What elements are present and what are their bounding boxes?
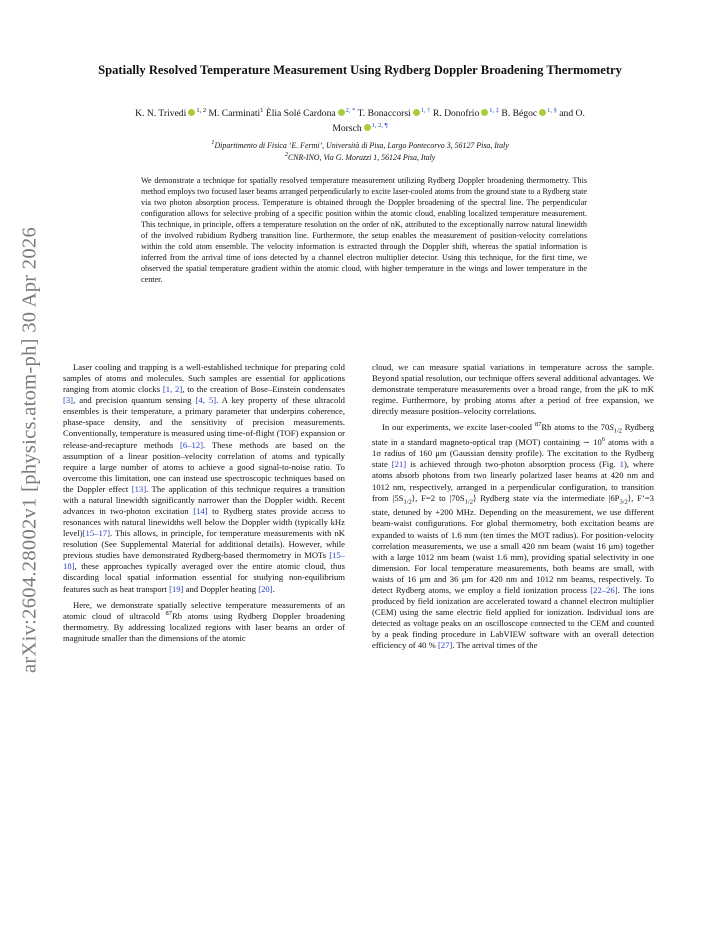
orcid-icon[interactable] bbox=[413, 109, 420, 116]
citation-link[interactable]: [22–26] bbox=[590, 584, 618, 595]
citation-link[interactable]: [13] bbox=[131, 483, 147, 494]
orcid-icon[interactable] bbox=[338, 109, 345, 116]
author-name[interactable]: T. Bonaccorsi bbox=[357, 108, 411, 119]
orcid-icon[interactable] bbox=[539, 109, 546, 116]
citation-link[interactable]: [21] bbox=[391, 459, 407, 470]
author-affil-mark: 1, 2 bbox=[196, 107, 207, 114]
paragraph-continued: cloud, we can measure spatial variations in temperature across the sample. Beyond spatial resolution, our technique offers several additional advantages. We demonstrate temperature measurements over a broad range, from the μK to mK regime. Furthermore, by probing atoms after a period of free expansion, we directly measure position–velocity correlations. bbox=[372, 362, 654, 417]
author-affil-mark[interactable]: 1, † bbox=[420, 107, 431, 114]
citation-link[interactable]: [27] bbox=[437, 640, 453, 651]
citation-link[interactable]: [15–17] bbox=[82, 528, 110, 539]
author-affil-mark[interactable]: 2, * bbox=[345, 107, 356, 114]
citation-link[interactable]: [19] bbox=[169, 583, 184, 594]
citation-link[interactable]: [3] bbox=[63, 395, 74, 406]
body-column-left bbox=[63, 362, 345, 644]
author-list: K. N. Trivedi $^{1, 2}$ M. Carminati$^1$ Èlia Solé Cardona $^{2, *}$ T. Bonaccorsi $^{1, \dagger}$ R. Donofrio $^{1, \ddagger}$ B. Bégoc $^{1, \S}$ and O. Morsch $^{1, 2, \P}$ bbox=[135, 107, 585, 134]
paragraph-experiment: In our experiments, we excite laser-cooled $^{87}$Rb atoms to the $70S_{1/2}$ Rydberg state in a standard magneto-optical trap (MOT) containing ∼ $10^6$ atoms with a 1σ radius of 160 μm (Gaussian density profile). The excitation to the Rydberg state [21] is achieved through two-photon absorption process (Fig. 1), where atoms absorb photons from two linearly polarized laser beams at 420 nm and 1012 nm, respectively, arranged in a perpendicular configuration, to transition from $|5S_{1/2}⟩$, F=2 to $|70S_{1/2}⟩$ Rydberg state via the intermediate $|6P_{3/2}⟩$, F’=3 state, detuned by +200 MHz. Depending on the measurement, we use different beam-waist configurations. For global thermometry, both excitation beams are expanded to waists of 1.6 mm (ten times the MOT radius). For position-velocity correlation measurements, we use a small 420 nm beam (waist 16 μm) together with a large 1012 nm beam (waist 1.6 mm), providing spatial selectivity in one dimension. For local temperature measurements, both beams are small, with waists of 16 μm and 36 μm for 420 nm and 1012 nm beams, respectively. To detect Rydberg atoms, we employ a field ionization process [22–26]. The ions produced by field ionization are accelerated toward a channel electron multiplier (CEM) using the same electric field applied for ionization. Individual ions are detected as voltage peaks on an oscilloscope connected to the CEM and counted by a peak finding procedure in LabVIEW software with an overall detection efficiency of 40 % [27]. The arrival times of the bbox=[372, 421, 655, 651]
author-affil-mark[interactable]: 1, ‡ bbox=[489, 107, 500, 114]
paragraph-here: Here, we demonstrate spatially selective temperature measurements of an atomic cloud of ultracold $^{87}$Rb atoms using Rydberg Doppler broadening thermometry. By addressing localized regions with laser beams an order of magnitude smaller than the dimensions of the atomic bbox=[63, 599, 345, 643]
affiliation-1: $^1$Dipartimento di Fisica ‘E. Fermi’, Università di Pisa, Largo Pontecorvo 3, 56127 Pisa, Italy bbox=[211, 139, 509, 150]
author-affil-mark[interactable]: 1, § bbox=[547, 107, 557, 114]
author-name[interactable]: O. Morsch bbox=[332, 108, 585, 134]
author-name[interactable]: K. N. Trivedi bbox=[135, 108, 187, 119]
arxiv-sidebar bbox=[8, 200, 52, 700]
orcid-icon[interactable] bbox=[481, 109, 488, 116]
author-affil-mark: 1 bbox=[260, 107, 264, 114]
citation-link[interactable]: [14] bbox=[193, 506, 208, 517]
orcid-icon[interactable] bbox=[364, 124, 371, 131]
abstract: We demonstrate a technique for spatially resolved temperature measurement utilizing Rydberg Doppler broadening thermometry. This method employs two focused laser beams arranged perpendicularly to excite laser-cooled atoms from the ground state to a Rydberg state via two photon absorption process. Temperature is obtained through the Doppler broadening of the spectral line. The perpendicular configuration allows for selective probing of a specific position within the atomic cloud, enabling localized temperature measurement. This technique, in principle, offers a temperature resolution on the order of nK, attributed to the exceptionally narrow natural linewidth of the involved rubidium Rydberg transition line. Furthermore, the setup enables the measurement of position-velocity correlations within the cold atom ensemble. The velocity information is extracted through the Doppler shift, whereas the spatial information is inferred from the arrival time of ions detected by a channel electron multiplier detector. Using this technique, for the first time, we observed the spatial temperature gradient within the atomic cloud, with higher temperature in the wings and lower temperature in the center. bbox=[141, 176, 587, 285]
citation-link[interactable]: [15–18] bbox=[63, 550, 345, 572]
author-affil-mark[interactable]: 1, 2, ¶ bbox=[371, 121, 388, 129]
author-name[interactable]: M. Carminati bbox=[208, 108, 261, 119]
affiliations bbox=[70, 140, 650, 163]
author-name[interactable]: Èlia Solé Cardona bbox=[265, 108, 336, 119]
citation-link[interactable]: [20] bbox=[258, 583, 273, 594]
author-name[interactable]: B. Bégoc bbox=[501, 108, 538, 119]
paper-title: Spatially Resolved Temperature Measurement Using Rydberg Doppler Broadening Thermometry bbox=[98, 63, 622, 77]
citation-link[interactable]: [4, 5] bbox=[195, 395, 217, 406]
arxiv-identifier: arXiv:2604.28002v1 [physics.atom-ph] 30 Apr 2026 bbox=[18, 227, 41, 673]
citation-link[interactable]: [6–12] bbox=[180, 439, 204, 450]
figure-link[interactable]: 1 bbox=[619, 459, 624, 470]
paragraph-intro: Laser cooling and trapping is a well-established technique for preparing cold samples of atoms and molecules. Such samples are essential for applications ranging from atomic clocks [1, 2], to the creation of Bose–Einstein condensates [3], and precision quantum sensing [4, 5]. A key property of these ultracold ensembles is their temperature, a primary parameter that underpins coherence, phase-space density, and the sensitivity of precision measurements. Conventionally, temperature is measured using time-of-flight (TOF) expansion or release-and-recapture methods [6–12]. These methods are based on the assumption of a linear position–velocity correlation of atoms and typically require a large number of atoms to achieve a good signal-to-noise ratio. To overcome this limitation, one can instead use spectroscopic techniques based on the Doppler effect [13]. The application of this technique requires a transition with a natural linewidth significantly narrower than the Doppler width. Recent advances in two-photon excitation [14] to Rydberg states provide access to resonances with natural linewidths well below the Doppler width (typically kHz level)[15–17]. This allows, in principle, for temperature measurements with nK resolution (See Supplemental Material for additional details). However, while previous studies have demonstrated Rydberg-based thermometry in MOTs [15–18], these approaches typically averaged over the entire atomic cloud, thus discarding local spatial information essential for studying non-equilibrium features such as heat transport [19] and Doppler heating [20]. bbox=[63, 362, 346, 594]
citation-link[interactable]: [1, 2] bbox=[162, 384, 183, 395]
orcid-icon[interactable] bbox=[188, 109, 195, 116]
author-name[interactable]: R. Donofrio bbox=[432, 108, 480, 119]
affiliation-2: $^2$CNR-INO, Via G. Moruzzi 1, 56124 Pisa, Italy bbox=[284, 150, 436, 162]
body-column-right bbox=[372, 362, 654, 651]
